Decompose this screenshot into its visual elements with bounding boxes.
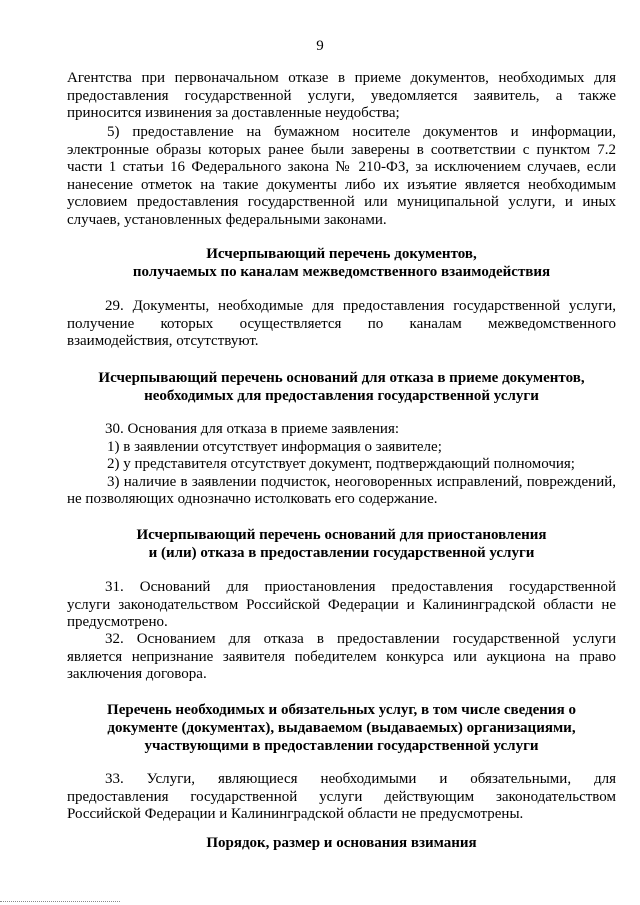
heading-line: документе (документах), выдаваемом (выдаваемых) организациями,: [107, 720, 576, 736]
text-line: 5) предоставление на бумажном носителе документов и информации,: [107, 124, 616, 140]
text-line: электронные образы которых ранее были заверены в соответствии с пунктом 7.2: [67, 141, 616, 158]
list-item: 3) наличие в заявлении подчисток, неоговоренных исправлений, повреждений,: [107, 473, 616, 490]
text-line: Агентства при первоначальном отказе в приеме документов, необходимых для: [67, 70, 616, 86]
heading-line: участвующими в предоставлении государственной услуги: [144, 738, 539, 754]
paragraph-32: [67, 631, 616, 684]
text-line: условием предоставления государственной или муниципальной услуги, и иных: [67, 194, 616, 210]
list-item: 1) в заявлении отсутствует информация о заявителе;: [107, 438, 442, 455]
text-line: 29. Документы, необходимые для предоставления государственной услуги,: [105, 298, 616, 314]
text-line: части 1 статьи 16 Федерального закона № 210-ФЗ, за исключением случаев, если: [67, 159, 616, 175]
paragraph-29: [67, 298, 616, 351]
text-line: предоставления государственной услуги, уведомляется заявитель, а также: [67, 87, 616, 104]
paragraph-31: [67, 579, 616, 632]
page-number: 9: [316, 38, 324, 54]
text-line: является непризнание заявителя победителем конкурса или аукциона на право: [67, 648, 616, 665]
text-line: приносится извинения за доставленные неудобства;: [67, 105, 400, 121]
text-line: нанесение отметок на такие документы либо их изъятие является необходимым: [67, 176, 616, 193]
text-line: случаев, установленных федеральными законами.: [67, 211, 387, 228]
paragraph-33: [67, 771, 616, 824]
text-line: 32. Основанием для отказа в предоставлении государственной услуги: [105, 631, 616, 647]
paragraph-intro: [67, 70, 616, 123]
heading-line: необходимых для предоставления государственной услуги: [144, 388, 539, 404]
text-line: предоставления государственной услуги действующим законодательством: [67, 788, 616, 805]
heading-line: Исчерпывающий перечень документов,: [206, 246, 477, 262]
footer-divider: [0, 901, 120, 902]
paragraph-item-5: [67, 124, 616, 229]
section-heading-refusal-grounds: [67, 369, 616, 405]
text-line: Российской Федерации и Калининградской области не предусмотрены.: [67, 806, 524, 822]
section-heading-suspension-grounds: [67, 526, 616, 562]
text-line: услуги законодательством Российской Федерации и Калининградской области не: [67, 596, 616, 613]
text-line: взаимодействия, отсутствуют.: [67, 333, 259, 349]
section-heading-fees: [67, 834, 616, 852]
heading-line: и (или) отказа в предоставлении государственной услуги: [148, 545, 535, 561]
text-line: 31. Оснований для приостановления предоставления государственной: [105, 579, 616, 595]
list-item: 2) у представителя отсутствует документ, подтверждающий полномочия;: [107, 456, 575, 472]
text-line: получение которых осуществляется по каналам межведомственного: [67, 315, 616, 332]
heading-line: Перечень необходимых и обязательных услуг, в том числе сведения о: [107, 702, 576, 718]
heading-line: получаемых по каналам межведомственного взаимодействия: [132, 264, 551, 280]
text-line: 30. Основания для отказа в приеме заявления:: [105, 421, 400, 437]
section-heading-interagency-documents: [67, 245, 616, 281]
text-line: не позволяющих однозначно истолковать его содержание.: [67, 491, 438, 507]
heading-line: Исчерпывающий перечень оснований для приостановления: [136, 527, 547, 543]
paragraph-30: [67, 421, 616, 509]
text-line: 33. Услуги, являющиеся необходимыми и обязательными, для: [105, 771, 616, 787]
section-heading-required-services: [67, 701, 616, 755]
heading-line: Исчерпывающий перечень оснований для отказа в приеме документов,: [98, 370, 585, 386]
text-line: заключения договора.: [67, 666, 207, 682]
text-line: предусмотрено.: [67, 614, 168, 630]
heading-line: Порядок, размер и основания взимания: [206, 835, 477, 851]
